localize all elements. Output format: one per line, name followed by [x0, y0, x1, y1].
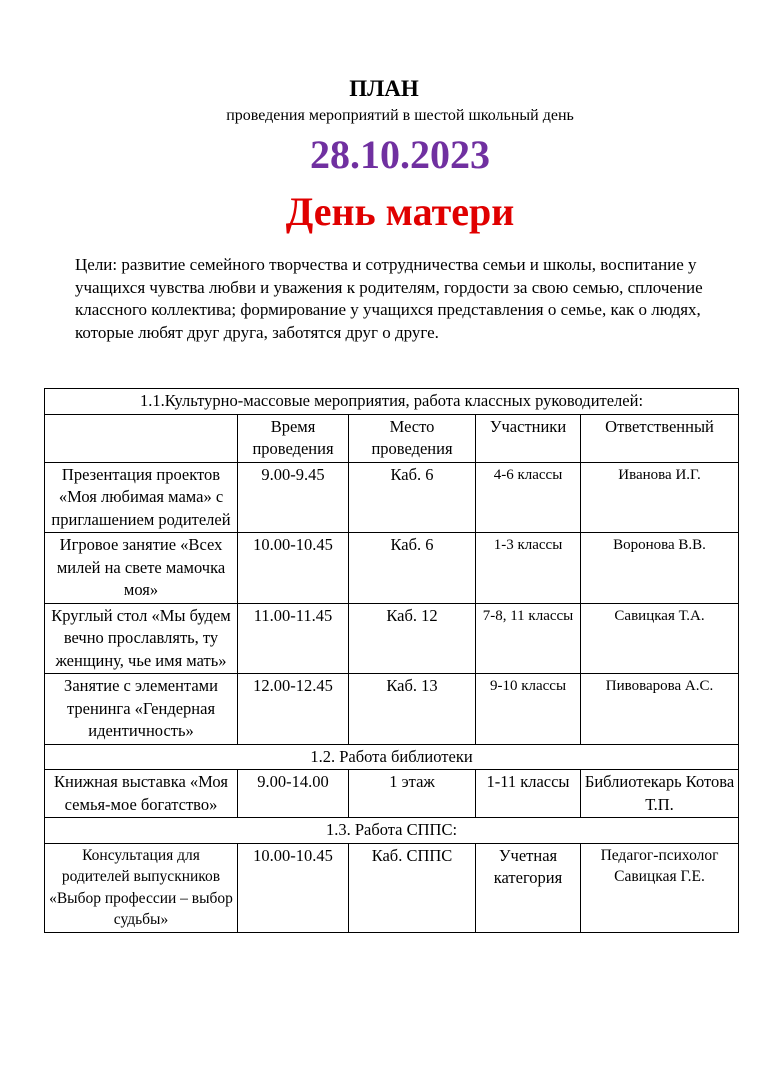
- event-cell: Книжная выставка «Моя семья-мое богатство»: [45, 770, 238, 818]
- section-header-row: [45, 389, 739, 415]
- time-cell: 10.00-10.45: [238, 843, 349, 932]
- section-header-row: [45, 744, 739, 770]
- participants-cell: 1-3 классы: [476, 533, 581, 604]
- participants-cell: 4-6 классы: [476, 462, 581, 533]
- participants-cell: 9-10 классы: [476, 674, 581, 745]
- goals-paragraph: Цели: развитие семейного творчества и сотрудничества семьи и школы, воспитание у учащихся чувства любви и уважения к родителям, гордости за свою семью, сплочение классного коллектива; формирование у учащихся представления о семье, как о людях, которые любят друг друга, заботятся друг о друге.: [75, 255, 703, 342]
- header-participants: Участники: [476, 414, 581, 462]
- header-responsible: Ответственный: [581, 414, 739, 462]
- participants-cell: 1-11 классы: [476, 770, 581, 818]
- place-cell: Каб. 6: [349, 533, 476, 604]
- section-title: 1.2. Работа библиотеки: [45, 744, 739, 770]
- table-row: [45, 462, 739, 533]
- header-place: Место проведения: [349, 414, 476, 462]
- place-cell: Каб. 6: [349, 462, 476, 533]
- responsible-cell: Библиотекарь Котова Т.П.: [581, 770, 739, 818]
- time-cell: 11.00-11.45: [238, 603, 349, 674]
- place-cell: Каб. 12: [349, 603, 476, 674]
- time-cell: 12.00-12.45: [238, 674, 349, 745]
- event-cell: Презентация проектов «Моя любимая мама» с приглашением родителей: [45, 462, 238, 533]
- document-subtitle: проведения мероприятий в шестой школьный день: [226, 107, 574, 124]
- section-header-row: [45, 818, 739, 844]
- place-cell: Каб. СППС: [349, 843, 476, 932]
- responsible-cell: Педагог-психолог Савицкая Г.Е.: [581, 843, 739, 932]
- event-cell: Консультация для родителей выпускников «Выбор профессии – выбор судьбы»: [45, 843, 238, 932]
- holiday-name: День матери: [285, 189, 515, 234]
- responsible-cell: Иванова И.Г.: [581, 462, 739, 533]
- document-title: ПЛАН: [349, 76, 419, 101]
- time-cell: 9.00-14.00: [238, 770, 349, 818]
- event-cell: Игровое занятие «Всех милей на свете мамочка моя»: [45, 533, 238, 604]
- place-cell: Каб. 13: [349, 674, 476, 745]
- responsible-cell: Савицкая Т.А.: [581, 603, 739, 674]
- table-row: [45, 674, 739, 745]
- table-row: [45, 603, 739, 674]
- table-row: [45, 533, 739, 604]
- table-row: [45, 843, 739, 932]
- section-title: 1.3. Работа СППС:: [45, 818, 739, 844]
- plan-table: [44, 388, 739, 933]
- event-cell: Занятие с элементами тренинга «Гендерная идентичность»: [45, 674, 238, 745]
- column-header-row: [45, 414, 739, 462]
- responsible-cell: Воронова В.В.: [581, 533, 739, 604]
- participants-cell: Учетная категория: [476, 843, 581, 932]
- event-cell: Круглый стол «Мы будем вечно прославлять, ту женщину, чье имя мать»: [45, 603, 238, 674]
- event-date: 28.10.2023: [310, 132, 490, 177]
- place-cell: 1 этаж: [349, 770, 476, 818]
- table-row: [45, 770, 739, 818]
- header-event: [45, 414, 238, 462]
- section-title: 1.1.Культурно-массовые мероприятия, работа классных руководителей:: [45, 389, 739, 415]
- participants-cell: 7-8, 11 классы: [476, 603, 581, 674]
- time-cell: 10.00-10.45: [238, 533, 349, 604]
- time-cell: 9.00-9.45: [238, 462, 349, 533]
- responsible-cell: Пивоварова А.С.: [581, 674, 739, 745]
- header-time: Время проведения: [238, 414, 349, 462]
